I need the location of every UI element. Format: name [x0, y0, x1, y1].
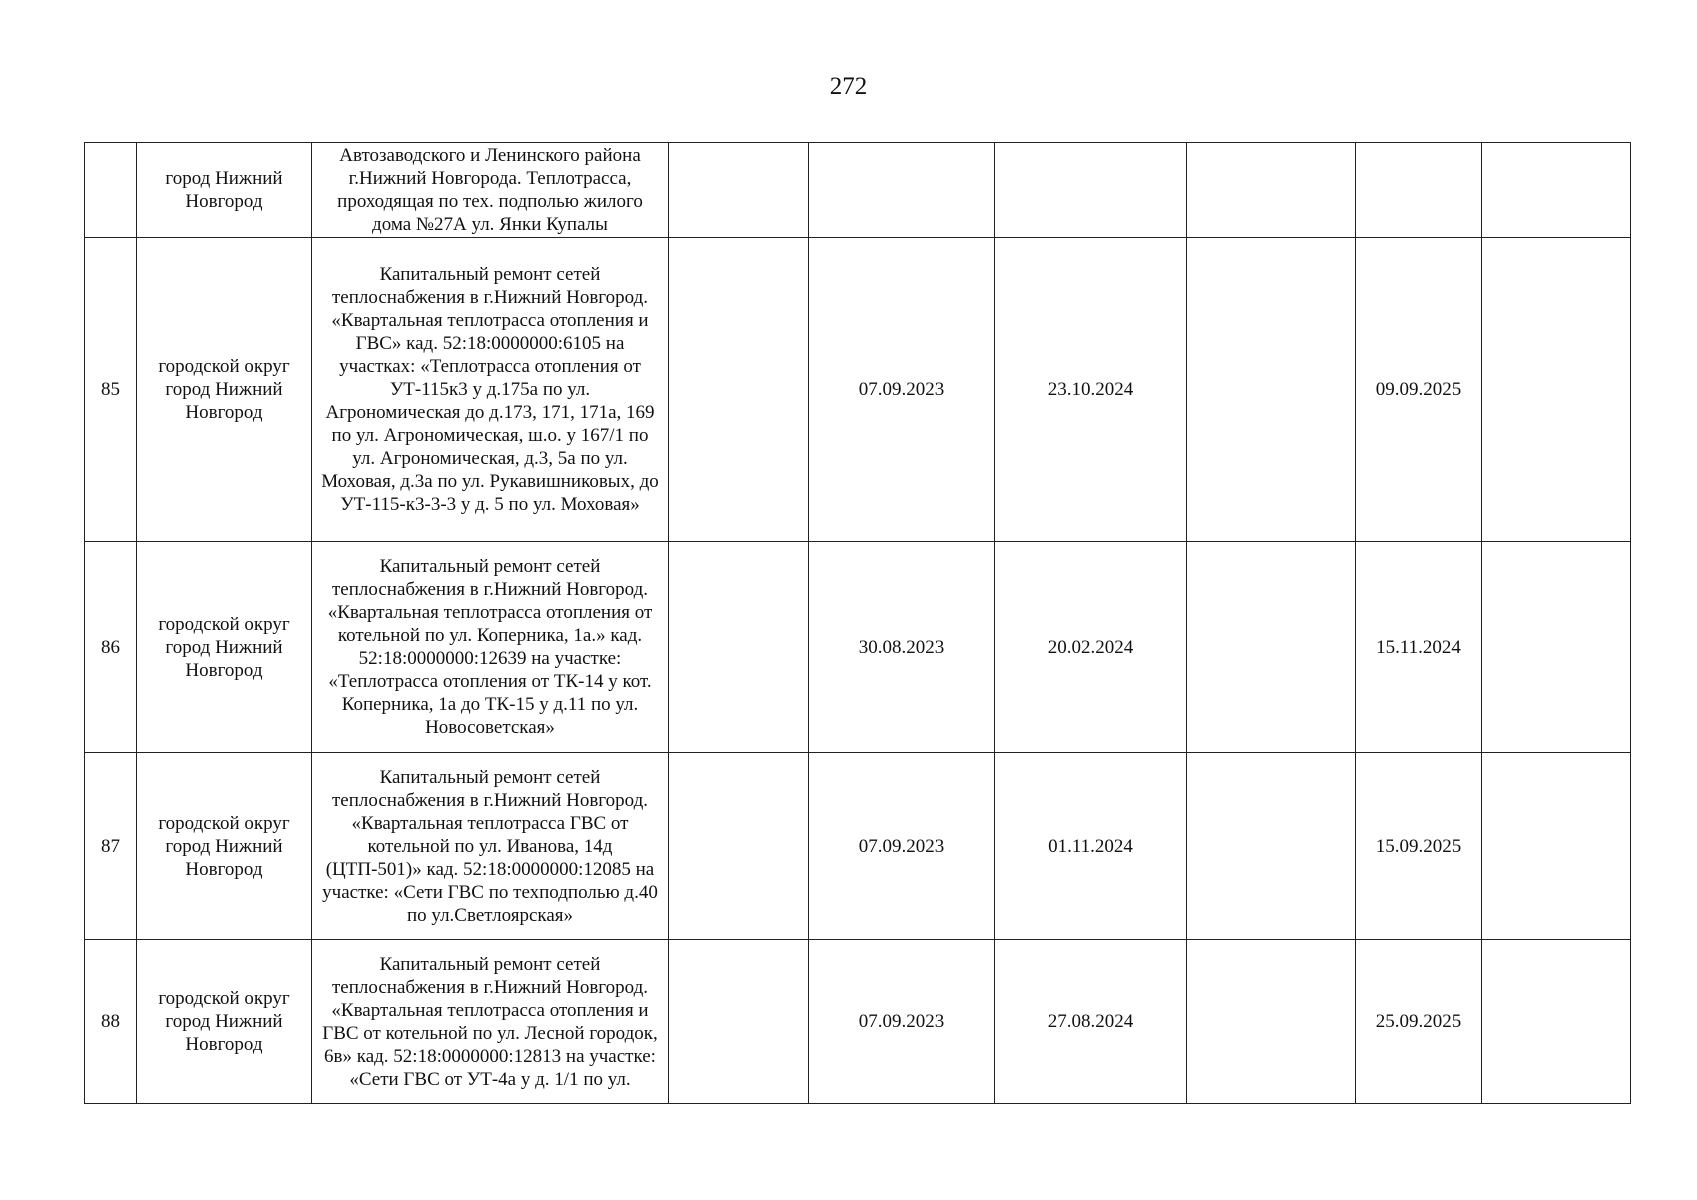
- empty-cell: [1187, 542, 1356, 753]
- second-date-cell: 20.02.2024: [995, 542, 1187, 753]
- municipality-cell: город Нижний Новгород: [137, 143, 312, 238]
- end-date-cell: 25.09.2025: [1356, 940, 1482, 1104]
- description-cell: Капитальный ремонт сетей теплоснабжения в г.Нижний Новгород. «Квартальная теплотрасса отопления и ГВС» кад. 52:18:0000000:6105 на участках: «Теплотрасса отопления от УТ-115к3 у д.175а по ул. Агрономическая до д.173, 171, 171а, 169 по ул. Агрономическая, ш.о. у 167/1 по ул. Агрономическая, д.3, 5а по ул. Моховая, д.3а по ул. Рукавишниковых, до УТ-115-к3-3-3 у д. 5 по ул. Моховая»: [312, 238, 669, 542]
- table-row: [85, 753, 1631, 940]
- municipality-cell: городской округ город Нижний Новгород: [137, 753, 312, 940]
- registry-table: [84, 142, 1631, 1104]
- end-date-cell: 15.09.2025: [1356, 753, 1482, 940]
- start-date-cell: 30.08.2023: [809, 542, 995, 753]
- empty-cell: [1482, 753, 1631, 940]
- second-date-cell: 01.11.2024: [995, 753, 1187, 940]
- municipality-cell: городской округ город Нижний Новгород: [137, 940, 312, 1104]
- empty-cell: [669, 753, 809, 940]
- empty-cell: [669, 143, 809, 238]
- empty-cell: [669, 940, 809, 1104]
- description-cell: Капитальный ремонт сетей теплоснабжения в г.Нижний Новгород. «Квартальная теплотрасса отопления от котельной по ул. Коперника, 1а.» кад. 52:18:0000000:12639 на участке: «Теплотрасса отопления от ТК-14 у кот. Коперника, 1а до ТК-15 у д.11 по ул. Новосоветская»: [312, 542, 669, 753]
- row-number: 87: [85, 753, 137, 940]
- empty-cell: [1187, 238, 1356, 542]
- description-cell: Автозаводского и Ленинского района г.Нижний Новгорода. Теплотрасса, проходящая по тех. подполью жилого дома №27А ул. Янки Купалы: [312, 143, 669, 238]
- empty-cell: [1187, 143, 1356, 238]
- end-date-cell: 09.09.2025: [1356, 238, 1482, 542]
- second-date-cell: 27.08.2024: [995, 940, 1187, 1104]
- row-number: 86: [85, 542, 137, 753]
- end-date-cell: [1356, 143, 1482, 238]
- start-date-cell: 07.09.2023: [809, 940, 995, 1104]
- start-date-cell: 07.09.2023: [809, 753, 995, 940]
- second-date-cell: 23.10.2024: [995, 238, 1187, 542]
- empty-cell: [1482, 238, 1631, 542]
- municipality-cell: городской округ город Нижний Новгород: [137, 542, 312, 753]
- table-row: [85, 238, 1631, 542]
- start-date-cell: 07.09.2023: [809, 238, 995, 542]
- table-row-continuation: [85, 143, 1631, 238]
- table-row: [85, 940, 1631, 1104]
- description-cell: Капитальный ремонт сетей теплоснабжения в г.Нижний Новгород. «Квартальная теплотрасса ГВС от котельной по ул. Иванова, 14д (ЦТП-501)» кад. 52:18:0000000:12085 на участке: «Сети ГВС по техподполью д.40 по ул.Светлоярская»: [312, 753, 669, 940]
- row-number: [85, 143, 137, 238]
- description-cell: Капитальный ремонт сетей теплоснабжения в г.Нижний Новгород. «Квартальная теплотрасса отопления и ГВС от котельной по ул. Лесной городок, 6в» кад. 52:18:0000000:12813 на участке: «Сети ГВС от УТ-4а у д. 1/1 по ул.: [312, 940, 669, 1104]
- empty-cell: [1187, 940, 1356, 1104]
- empty-cell: [1482, 542, 1631, 753]
- second-date-cell: [995, 143, 1187, 238]
- empty-cell: [1482, 940, 1631, 1104]
- empty-cell: [669, 238, 809, 542]
- municipality-cell: городской округ город Нижний Новгород: [137, 238, 312, 542]
- end-date-cell: 15.11.2024: [1356, 542, 1482, 753]
- row-number: 85: [85, 238, 137, 542]
- empty-cell: [1187, 753, 1356, 940]
- empty-cell: [1482, 143, 1631, 238]
- row-number: 88: [85, 940, 137, 1104]
- empty-cell: [669, 542, 809, 753]
- table-row: [85, 542, 1631, 753]
- page-number: 272: [829, 73, 868, 100]
- start-date-cell: [809, 143, 995, 238]
